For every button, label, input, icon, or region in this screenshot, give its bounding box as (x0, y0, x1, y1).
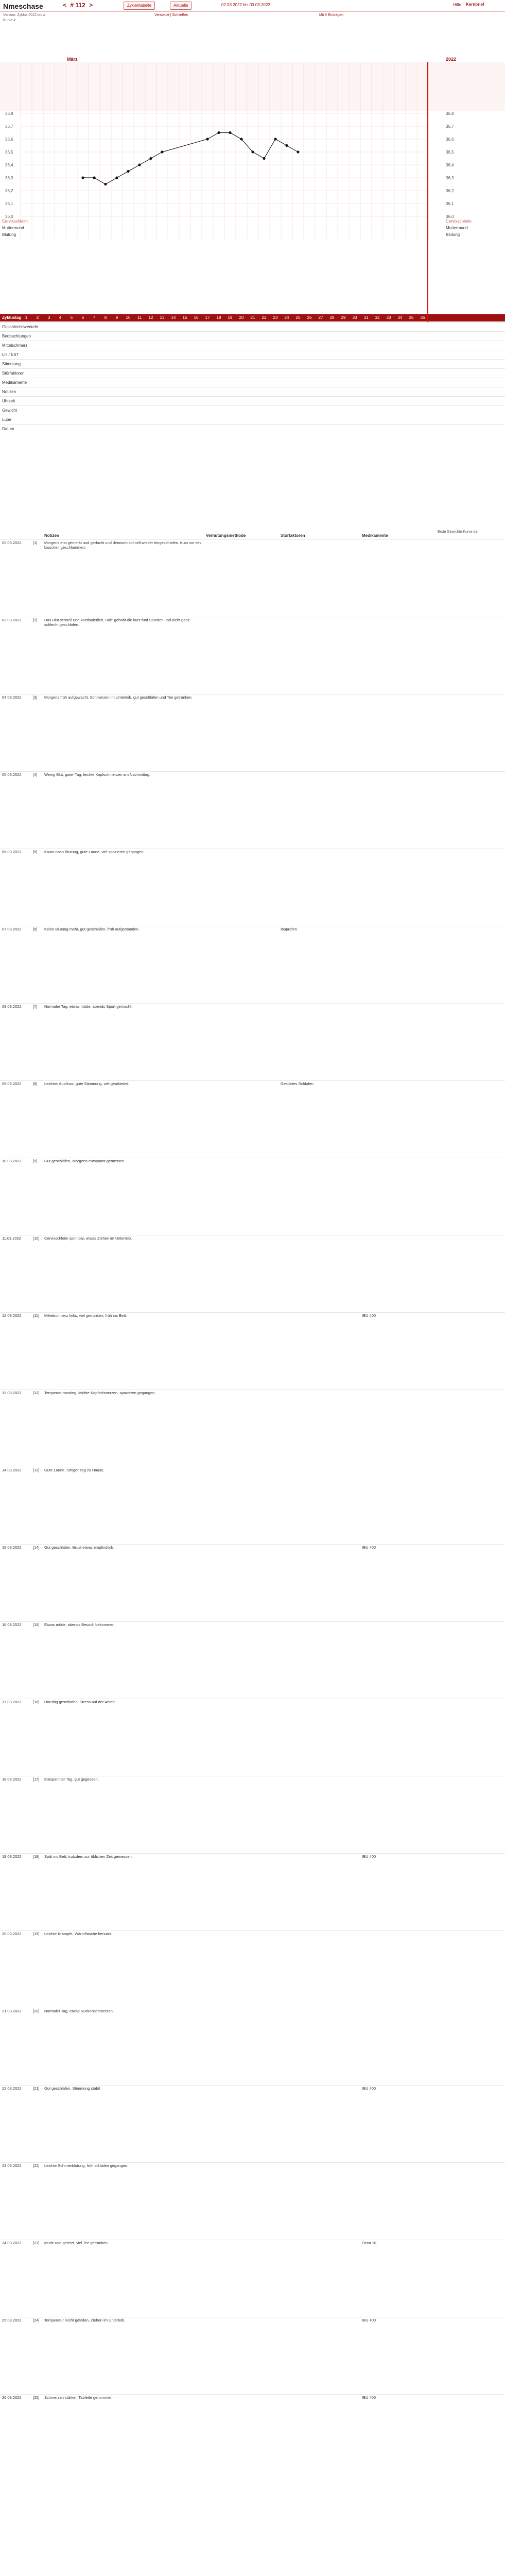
note-text: Gut geschlafen, Morgens entspannt gemessen. (44, 1159, 126, 1163)
note-ext3: IBU 400 (362, 2318, 376, 2323)
row-label: Uhrzeit (2, 399, 15, 403)
note-date: 08.03.2022 (2, 1004, 22, 1009)
temp-tick-label-right: 36,1 (446, 201, 454, 206)
note-day: [23] (33, 2241, 40, 2245)
subbar-center[interactable]: Versteckt | Schließen (154, 13, 188, 17)
zyklustag-number: 8 (104, 315, 107, 320)
note-date: 14.03.2022 (2, 1468, 22, 1472)
temp-tick-label: 36,6 (5, 137, 13, 142)
note-date: 18.03.2022 (2, 1777, 22, 1782)
temperature-point (138, 163, 141, 166)
note-date: 17.03.2022 (2, 1700, 22, 1704)
note-day: [13] (33, 1468, 40, 1472)
note-text: Schmerzen stärker, Tablette genommen. (44, 2395, 114, 2400)
temperature-point (206, 138, 208, 140)
temperature-point (93, 176, 95, 179)
note-date: 22.03.2022 (2, 2086, 22, 2091)
note-text: Morgens früh aufgewacht, Schmerzen im Unterleib, gut geschlafen und Tee getrunken. (44, 695, 193, 700)
temperature-point (297, 150, 299, 153)
note-day: [20] (33, 2009, 40, 2013)
prev-cycle-button[interactable]: < (63, 2, 67, 9)
user-menu[interactable]: Kernbrief (466, 2, 484, 7)
row-label: Mittelschmerz (2, 343, 28, 348)
side-label-cervixschleim: Cervixschleim (2, 219, 28, 224)
note-date: 07.03.2022 (2, 927, 22, 931)
temp-tick-label-right: 36,2 (446, 189, 454, 193)
temp-tick-label: 36,3 (5, 176, 13, 180)
note-separator (0, 2085, 505, 2086)
note-text: Normaler Tag, etwas Rückenschmerzen. (44, 2009, 114, 2013)
zyklustag-number: 11 (137, 315, 142, 320)
row-label: Gewicht (2, 408, 17, 413)
zyklustag-number: 15 (182, 315, 187, 320)
note-day: [8] (33, 1081, 38, 1086)
temp-tick-label-right: 36,3 (446, 176, 454, 180)
current-day-marker (427, 62, 428, 322)
zyklustag-number: 30 (352, 315, 357, 320)
note-date: 19.03.2022 (2, 1854, 22, 1859)
note-separator (0, 1930, 505, 1931)
temperature-point (115, 176, 118, 179)
temperature-chart-svg (0, 62, 505, 317)
temperature-point (149, 157, 152, 160)
row-gew (0, 405, 505, 415)
notes-header-notizen: Notizen (44, 533, 59, 538)
note-text: Gut geschlafen, Stimmung stabil. (44, 2086, 101, 2091)
help-link[interactable]: Hilfe (453, 3, 462, 7)
note-date: 12.03.2022 (2, 1313, 22, 1318)
cycle-chart (0, 57, 505, 320)
note-text: Kaum noch Blutung, gute Laune, viel spazieren gegangen. (44, 850, 145, 854)
zyklustag-number: 24 (284, 315, 289, 320)
zyklustag-number: 19 (228, 315, 233, 320)
side-label-muttermund: Muttermund (2, 226, 24, 230)
temp-tick-label: 36,5 (5, 150, 13, 155)
cycle-number: # 112 (70, 2, 85, 9)
zyklustag-bar (0, 314, 505, 321)
temp-tick-label-right: 36,7 (446, 124, 454, 129)
note-date: 23.03.2022 (2, 2163, 22, 2168)
note-text: Das Blut schnell und kontinuierlich. Hab' gehabt die kurz fünf Stunden und nicht ganz schlecht geschlafen. (44, 618, 190, 628)
note-text: Normaler Tag, etwas müde, abends Sport gemacht. (44, 1004, 133, 1009)
next-cycle-button[interactable]: > (89, 2, 93, 9)
subbar-row-2: Kurve # (3, 19, 16, 22)
temp-tick-label: 36,4 (5, 163, 13, 167)
zyklustag-number: 27 (318, 315, 323, 320)
note-date: 13.03.2022 (2, 1391, 22, 1395)
zyklustag-number: 32 (375, 315, 380, 320)
zyklustag-number: 21 (250, 315, 255, 320)
aktuelle-button[interactable]: Aktuelle (170, 2, 191, 10)
zyklustag-number: 34 (397, 315, 403, 320)
temp-tick-label-right: 36,6 (446, 137, 454, 142)
row-stoer (0, 368, 505, 378)
row-label: LH / EST (2, 352, 19, 357)
note-day: [21] (33, 2086, 40, 2091)
side-label-right-blutung: Blutung (446, 232, 460, 237)
note-date: 05.03.2022 (2, 772, 22, 777)
row-label: Medikamente (2, 380, 27, 385)
note-text: Wenig Blut, guter Tag, leichte Kopfschmerzen am Nachmittag. (44, 772, 151, 777)
note-separator (0, 1544, 505, 1545)
row-not (0, 387, 505, 397)
note-text: Leichter Ausfluss, gute Stimmung, viel gearbeitet. (44, 1081, 129, 1086)
temperature-point (161, 150, 163, 153)
note-ext3: IBU 400 (362, 1854, 376, 1859)
temp-tick-label: 36,1 (5, 201, 13, 206)
zyklustag-number: 7 (93, 315, 96, 320)
note-date: 02.03.2022 (2, 540, 22, 545)
temp-tick-label: 36,7 (5, 124, 13, 129)
note-ext2: Gestörtes Schlafen (281, 1081, 314, 1086)
temperature-point (251, 150, 254, 153)
note-date: 03.03.2022 (2, 618, 22, 622)
zyklustag-number: 33 (386, 315, 391, 320)
subbar-right[interactable]: Mit # Einträgen (319, 13, 344, 17)
note-day: [18] (33, 1854, 40, 1859)
side-label-right-muttermund: Muttermund (446, 226, 468, 230)
zyklustag-number: 5 (70, 315, 73, 320)
note-text: Spät ins Bett, trotzdem zur üblichen Zeit gemessen. (44, 1854, 133, 1859)
temp-tick-label-right: 36,0 (446, 214, 454, 219)
sub-bar (0, 12, 505, 25)
notes-header-medikamente: Medikamente (362, 533, 388, 538)
zyklustag-number: 35 (409, 315, 414, 320)
note-day: [17] (33, 1777, 40, 1782)
zyklustag-number: 10 (126, 315, 131, 320)
zyklustag-number: 9 (115, 315, 118, 320)
zyklustag-number: 3 (47, 315, 50, 320)
note-separator (0, 1312, 505, 1313)
zyklentabelle-button[interactable]: Zyklentabelle (124, 2, 155, 10)
row-stim (0, 359, 505, 369)
zyklustag-number: 26 (307, 315, 312, 320)
row-label: Beobachtungen (2, 334, 31, 338)
temperature-point (229, 131, 231, 134)
row-gv (0, 322, 505, 332)
row-label: Notizen (2, 389, 16, 394)
temp-tick-label: 36,2 (5, 189, 13, 193)
top-bar (0, 0, 505, 12)
zyklustag-number: 29 (341, 315, 346, 320)
temp-tick-label: 36,0 (5, 214, 13, 219)
note-text: Keine Blutung mehr, gut geschlafen, früh aufgestanden. (44, 927, 140, 931)
zyklustag-number: 16 (194, 315, 199, 320)
note-date: 10.03.2022 (2, 1159, 22, 1163)
note-text: Leichte Krämpfe, Wärmflasche benutzt. (44, 1931, 112, 1936)
note-text: Müde und gereizt, viel Tee getrunken. (44, 2241, 109, 2245)
note-text: Etwas müde, abends Besuch bekommen. (44, 1622, 116, 1627)
note-ext3: IBU 400 (362, 1313, 376, 1318)
note-separator (0, 1853, 505, 1854)
side-label-right-cervixschleim: Cervixschleim (446, 219, 472, 224)
note-text: Temperatur leicht gefallen, Ziehen im Unterleib. (44, 2318, 126, 2323)
temperature-point (285, 144, 288, 147)
zyklustag-number: 36 (420, 315, 425, 320)
temp-tick-label-right: 36,5 (446, 150, 454, 155)
note-separator (0, 1621, 505, 1622)
note-date: 26.03.2022 (2, 2395, 22, 2400)
row-dat (0, 424, 505, 434)
row-label: Störfaktoren (2, 371, 25, 376)
note-ext3: IBU 400 (362, 2086, 376, 2091)
temperature-point (104, 183, 107, 185)
note-text: Unruhig geschlafen, Stress auf der Arbeit. (44, 1700, 116, 1704)
row-uhr (0, 396, 505, 406)
zyklustag-number: 23 (273, 315, 278, 320)
subbar-row-1: Version: Zyklus 2022 bis # (3, 13, 45, 17)
note-text: Mittelschmerz links, viel getrunken, früh ins Bett. (44, 1313, 127, 1318)
month-label-right: 2022 (446, 57, 457, 62)
note-day: [6] (33, 927, 38, 931)
note-day: [25] (33, 2395, 40, 2400)
brand-title: Nmeschase (3, 2, 43, 10)
zyklustag-number: 28 (329, 315, 335, 320)
note-day: [3] (33, 695, 38, 700)
note-separator (0, 1389, 505, 1390)
note-separator (0, 1080, 505, 1081)
zyklustag-number: 31 (363, 315, 369, 320)
row-label: Geschlechtsverkehr (2, 325, 39, 329)
row-ms (0, 341, 505, 350)
note-day: [4] (33, 772, 38, 777)
note-text: Gute Laune, ruhiger Tag zu Hause. (44, 1468, 105, 1472)
note-text: Entspannter Tag, gut gegessen. (44, 1777, 99, 1782)
note-date: 06.03.2022 (2, 850, 22, 854)
note-day: [7] (33, 1004, 38, 1009)
note-day: [22] (33, 2163, 40, 2168)
cycle-navigator (62, 2, 94, 9)
zyklustag-label: Zyklustag (2, 315, 22, 320)
note-date: 11.03.2022 (2, 1236, 21, 1241)
note-ext3: IBU 400 (362, 2395, 376, 2400)
note-text: Gut geschlafen, Brust etwas empfindlich. (44, 1545, 114, 1550)
zyklustag-number: 6 (81, 315, 84, 320)
note-day: [24] (33, 2318, 40, 2323)
note-day: [12] (33, 1391, 40, 1395)
temperature-point (81, 176, 84, 179)
note-date: 24.03.2022 (2, 2241, 22, 2245)
note-day: [9] (33, 1159, 38, 1163)
zyklustag-number: 20 (239, 315, 244, 320)
note-ext3: IBU 400 (362, 1545, 376, 1550)
note-date: 16.03.2022 (2, 1622, 22, 1627)
footer-note: Erste Gewichte Kurve der (438, 530, 479, 534)
temperature-point (127, 170, 129, 173)
temperature-point (217, 131, 220, 134)
note-text: Morgens erst gemerkt und gedacht und dennoch schnell wieder eingeschlafen. Kurz vor ein bisschen geschlummert. (44, 540, 201, 550)
notes-header-stoerfaktoren: Störfaktoren (281, 533, 305, 538)
note-separator (0, 2394, 505, 2395)
note-day: [19] (33, 1931, 40, 1936)
note-day: [5] (33, 850, 38, 854)
note-date: 25.03.2022 (2, 2318, 22, 2323)
zyklustag-number: 13 (160, 315, 165, 320)
zyklustag-number: 2 (36, 315, 39, 320)
note-separator (0, 2162, 505, 2163)
note-day: [11] (33, 1313, 39, 1318)
zyklustag-number: 4 (59, 315, 62, 320)
row-label: Stimmung (2, 362, 21, 366)
zyklustag-number: 1 (25, 315, 28, 320)
note-day: [16] (33, 1700, 40, 1704)
notes-header-verhuetung: Verhütungsmethode (206, 533, 246, 538)
note-day: [14] (33, 1545, 40, 1550)
temperature-point (274, 138, 276, 140)
note-day: [15] (33, 1622, 40, 1627)
note-date: 20.03.2022 (2, 1931, 22, 1936)
note-date: 21.03.2022 (2, 2009, 22, 2013)
row-lh (0, 350, 505, 360)
zyklustag-number: 12 (148, 315, 153, 320)
month-label-left: März (67, 57, 78, 62)
temp-tick-label: 36,8 (5, 111, 13, 116)
zyklustag-number: 25 (295, 315, 301, 320)
note-text: Temperaturanstieg, leichte Kopfschmerzen, spazieren gegangen. (44, 1391, 156, 1395)
row-med (0, 378, 505, 387)
zyklustag-number: 22 (262, 315, 267, 320)
note-ext2: Ibuprofen (281, 927, 297, 931)
temperature-point (240, 138, 242, 140)
note-date: 09.03.2022 (2, 1081, 22, 1086)
zyklustag-number: 17 (205, 315, 210, 320)
note-separator (0, 771, 505, 772)
row-lupe (0, 415, 505, 425)
note-day: [1] (33, 540, 38, 545)
zyklustag-number: 18 (216, 315, 221, 320)
note-text: Cervixschleim spinnbar, etwas Ziehen im Unterleib. (44, 1236, 132, 1241)
note-date: 04.03.2022 (2, 695, 22, 700)
note-text: Leichte Schmierblutung, früh schlafen gegangen. (44, 2163, 129, 2168)
note-separator (0, 1003, 505, 1004)
date-range: 02.03.2022 bis 03.03.2022 (221, 3, 270, 7)
note-day: [2] (33, 618, 38, 622)
note-ext3: Dexa 10 (362, 2241, 376, 2245)
note-separator (0, 539, 505, 540)
temp-tick-label-right: 36,8 (446, 111, 454, 116)
note-day: [10] (33, 1236, 40, 1241)
row-label: Lupe (2, 417, 11, 422)
temperature-point (263, 157, 265, 160)
temp-tick-label-right: 36,4 (446, 163, 454, 167)
side-label-blutung: Blutung (2, 232, 16, 237)
row-beob (0, 331, 505, 341)
row-label: Datum (2, 427, 14, 431)
note-date: 15.03.2022 (2, 1545, 22, 1550)
zyklustag-number: 14 (171, 315, 176, 320)
